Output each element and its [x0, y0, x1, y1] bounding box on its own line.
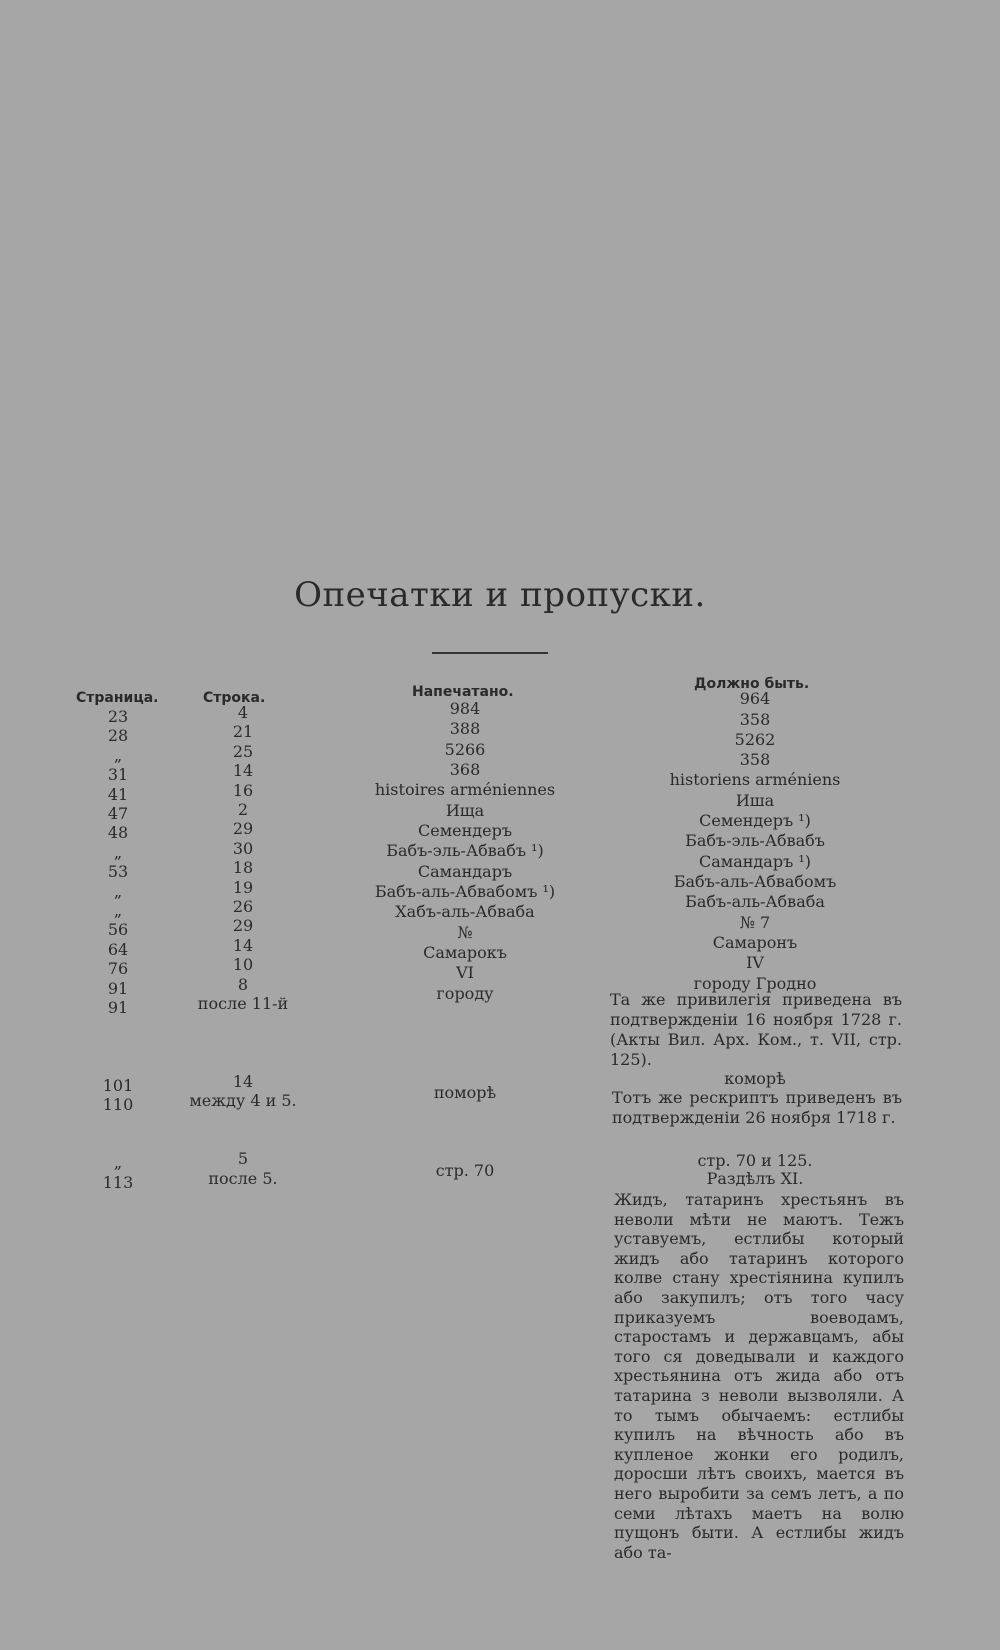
- page-cell: 91: [107, 998, 129, 1017]
- page-title: Опечатки и пропуски.: [294, 575, 706, 615]
- printed-cell: Самарокъ: [423, 943, 507, 962]
- should-cell: Самандаръ ¹): [699, 852, 811, 871]
- header-page: Страница.: [76, 690, 159, 706]
- page-cell: 47: [107, 804, 129, 823]
- printed-cell: Самандаръ: [417, 862, 513, 881]
- line-cell: после 11-й: [197, 994, 289, 1013]
- page-cell: „: [113, 745, 123, 765]
- line-cell: между 4 и 5.: [189, 1091, 297, 1110]
- should-cell-101: коморѣ: [724, 1069, 786, 1088]
- printed-cell: histoires arméniennes: [374, 780, 556, 799]
- title-divider: [432, 652, 548, 654]
- line-cell: 25: [232, 741, 254, 761]
- printed-cell: городу: [436, 984, 494, 1003]
- line-cell: 2: [237, 800, 249, 819]
- correction-block-113: Жидъ, татаринъ хрестьянъ въ неволи мѣти не маютъ. Тежъ уставуемъ, естлибы который жидъ або татаринъ которого колве стану хрестіянина купилъ або закупилъ; отъ того часу приказуемъ воеводамъ, старостамъ и державцамъ, абы того ся доведывали и каждого хрестьянина отъ жида або отъ татарина з неволи вызволяли. А то тымъ обычаемъ: естлибы купилъ на вѣчность або въ купленое жонки его родилъ, доросши лѣтъ своихъ, мается въ него выробити за семъ летъ, а по семи лѣтахъ маетъ на волю пущонъ быти. А естлибы жидъ або та-: [614, 1190, 904, 1562]
- page-cell: 113: [102, 1172, 134, 1192]
- line-cell: 14: [232, 935, 254, 955]
- line-cell: 14: [232, 761, 254, 781]
- printed-cell: Хабъ-аль-Абваба: [395, 902, 535, 921]
- page-cell: 101: [102, 1075, 134, 1095]
- printed-cell: Бабъ-эль-Абвабъ ¹): [386, 841, 544, 860]
- should-cell: Самаронъ: [712, 933, 798, 952]
- page-cell: 53: [107, 862, 129, 882]
- printed-cell: VI: [456, 963, 474, 982]
- line-cell: 19: [232, 877, 254, 897]
- should-cell: 5262: [734, 730, 776, 749]
- line-cell: 4: [237, 703, 249, 722]
- printed-cell: №: [457, 923, 473, 942]
- line-cell: 5: [237, 1149, 249, 1169]
- page-cell: 91: [107, 978, 129, 998]
- page-cell: „: [113, 881, 123, 901]
- page-cell: 64: [107, 939, 129, 959]
- should-cell-110b: стр. 70 и 125.: [697, 1151, 813, 1170]
- page-cell: 110: [102, 1095, 134, 1114]
- should-cell: Бабъ-аль-Абвабомъ: [673, 872, 837, 891]
- should-cell: 964: [739, 689, 771, 708]
- line-cell: 29: [232, 916, 254, 936]
- printed-cell: Бабъ-аль-Абвабомъ ¹): [374, 882, 556, 901]
- page-cell: 56: [107, 920, 129, 940]
- correction-block-110: Тотъ же рескриптъ приведенъ въ подтвержденіи 26 ноября 1718 г.: [612, 1088, 902, 1127]
- line-cell: 26: [232, 897, 254, 916]
- printed-cell: 5266: [444, 740, 486, 759]
- printed-cell: 388: [449, 719, 481, 738]
- page-cell: „: [113, 901, 123, 920]
- should-cell: Иша: [735, 791, 775, 810]
- page-cell: 76: [107, 959, 129, 979]
- line-cell: 16: [232, 780, 254, 800]
- page-cell: 41: [107, 784, 129, 804]
- should-cell: 358: [739, 710, 771, 729]
- printed-cell: Ища: [445, 801, 485, 820]
- page-cell: 31: [107, 765, 129, 785]
- should-cell: Семендеръ ¹): [699, 811, 811, 830]
- should-cell: historiens arméniens: [669, 770, 841, 789]
- printed-cell: 368: [449, 760, 481, 779]
- correction-block-91: Та же привилегія приведена въ подтвержденіи 16 ноября 1728 г. (Акты Вил. Арх. Ком., т. VII, стр. 125).: [610, 990, 902, 1069]
- page-cell: 28: [107, 726, 129, 746]
- should-cell: Бабъ-аль-Абваба: [685, 892, 825, 911]
- line-cell: 21: [232, 722, 254, 742]
- header-line: Строка.: [203, 690, 266, 706]
- line-cell: после 5.: [208, 1168, 278, 1188]
- should-cell: 358: [739, 750, 771, 769]
- line-cell: 29: [232, 819, 254, 839]
- page-cell: „: [113, 1153, 123, 1173]
- page-cell: „: [113, 842, 123, 862]
- line-cell: 8: [237, 974, 249, 994]
- header-should-be: Должно быть.: [694, 676, 810, 692]
- printed-cell: Семендеръ: [417, 821, 513, 840]
- line-cell: 14: [232, 1071, 254, 1091]
- printed-cell: стр. 70: [435, 1161, 495, 1180]
- should-cell: IV: [746, 953, 764, 972]
- should-cell: Бабъ-эль-Абвабъ: [685, 831, 825, 850]
- page-cell: 48: [107, 823, 129, 843]
- line-cell: 18: [232, 858, 254, 878]
- line-cell: 30: [232, 838, 254, 858]
- should-cell-113a: Раздѣлъ XI.: [706, 1169, 804, 1188]
- header-printed: Напечатано.: [412, 684, 514, 700]
- page-cell: 23: [107, 707, 129, 726]
- printed-cell: 984: [449, 699, 481, 718]
- should-cell: городу Гродно: [693, 974, 817, 993]
- printed-cell: поморѣ: [433, 1083, 497, 1102]
- should-cell: № 7: [739, 913, 771, 932]
- line-cell: 10: [232, 955, 254, 975]
